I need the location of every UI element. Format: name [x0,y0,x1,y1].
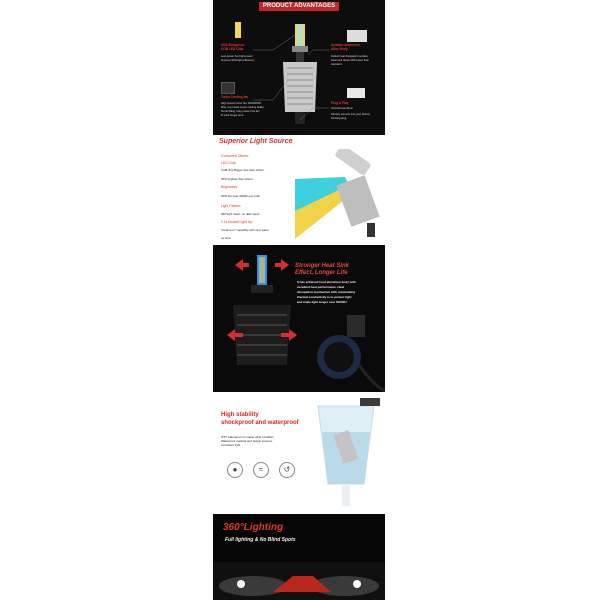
plug-desc-1: Anti-thermal driver [331,107,353,110]
headlight-right [353,580,361,588]
body-desc-3: standard. [331,63,343,66]
bulb-cable [359,365,385,391]
heat-desc-5: and make light longer over 50000H [297,300,347,304]
section-title-2: shockproof and waterproof [221,420,299,426]
compared-label: Compared Others: [221,154,249,158]
bulb-collar-black [251,285,273,293]
heat-desc-4: thermal conductivity is to protect light [297,295,352,299]
glass-stem [342,484,350,506]
bulb-body-side [334,149,372,176]
body-desc-1: Fullest heat dissipation surface [331,55,368,58]
section-title-2: Effect, Longer Life [295,270,348,276]
heat-desc-2: excellent heat performance. Heat [297,285,345,289]
led-chip-label: LED Chip: [221,161,237,165]
callout-leader-lines [213,0,385,135]
brightness-text: 30W but near 4000lm per bulb [221,194,260,198]
instant-text-1: "instant-on" capability with zero warm [221,228,269,232]
section-title-1: High stability [221,412,259,418]
water-drop-icon: ● [227,462,243,478]
body-subtitle: Alloy Body [331,47,348,51]
waterproof-desc-2: Waterproof material and design ensures [221,439,273,443]
water-glass-image [308,396,385,514]
chip-desc-2: Improve 90% light efficiency [221,59,255,62]
superior-light-source-section [213,135,385,245]
heat-sink-section [213,245,385,392]
plug-desc-2: Directly connect into your factory [331,113,370,116]
instant-label: 0.1s Instant Light Up: [221,220,254,224]
chip-subtitle: COB LED Chip [221,47,244,51]
headlight-left [237,580,245,588]
instant-text-2: up time [221,236,231,240]
brightness-label: Brightness: [221,185,238,189]
heat-desc-3: dissipation mechanism with outstanding [297,290,356,294]
heat-desc-1: It has achieved hard aluminum body with [297,280,356,284]
fan-desc-4: lit work longer time. [221,114,245,117]
fan-desc-2: Max. to provide super cooling ability. [221,106,265,109]
fan-desc-1: High speed motor fan 13000RPM [221,102,261,105]
fan-desc-3: No oil fitting, help protect the fan [221,110,260,113]
waterproof-section [213,392,385,514]
section-subtitle: Full lighting & No Blind Spots [225,537,296,543]
bulb-plug-side [367,223,375,237]
body-title: Aviation Aluminum [331,43,360,47]
bulb-top-view [347,315,365,337]
fan-title: Turbo Cooling fan [221,95,249,99]
led-chip-text-2: 30% brighter than others [221,177,253,181]
bulb-led-glow [259,257,265,283]
plug-title: Plug & Play [331,101,349,105]
chip-title: USA BridgeLux [221,43,245,47]
led-chip-text-1: COB chip Bigger size than others. [221,168,265,172]
shock-icon: ↺ [279,462,295,478]
bulb-base-inner [324,342,354,372]
section-title: 360°Lighting [223,522,284,533]
bulb-plug-top [360,398,380,406]
lighting-360-section [213,514,385,600]
body-desc-2: Heat sink drops 20% lower than [331,59,369,62]
pattern-text: 360°light beam, no dark spots [221,212,260,216]
chip-desc-1: Low-power but high-power [221,55,253,58]
wind-icon: ≈ [253,462,269,478]
road-glow-left [219,576,287,596]
night-road-image [213,562,385,600]
plug-desc-3: housing plug. [331,117,347,120]
section-banner: PRODUCT ADVANTAGES [259,2,339,11]
pattern-label: Light Pattern: [221,204,242,208]
section-title-1: Stronger Heat Sink [295,263,350,269]
light-beam-image [295,149,383,243]
waterproof-desc-1: IP67 waterproof no matter what condition [221,435,274,439]
section-title: Superior Light Source [219,138,293,145]
waterproof-desc-3: consistent light. [221,443,241,447]
product-advantages-section [213,0,385,135]
